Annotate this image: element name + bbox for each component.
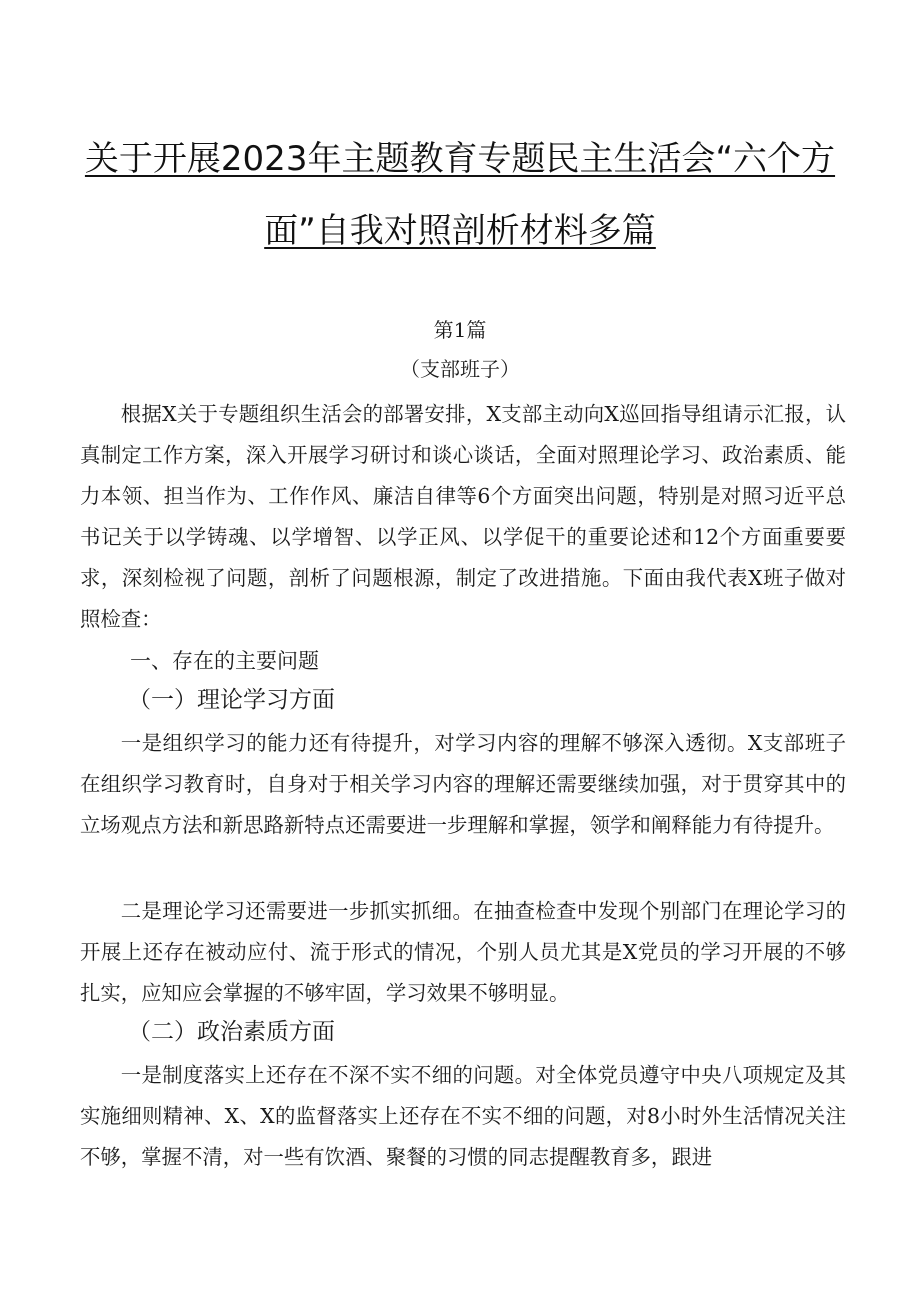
document-title-line-1 xyxy=(0,136,920,182)
title-text-1: 关于开展2023年主题教育专题民主生活会“六个方 xyxy=(84,139,836,179)
document-title-line-2 xyxy=(0,208,920,254)
heading-theory-study: （一）理论学习方面 xyxy=(128,687,335,713)
paragraph-political-1: 一是制度落实上还存在不深不实不细的问题。对全体党员遵守中央八项规定及其实施细则精神、X、X的监督落实上还存在不实不细的问题，对8小时外生活情况关注不够，掌握不清，对一些有饮酒、聚餐的习惯的同志提醒教育多，跟进 xyxy=(80,1063,846,1169)
paragraph-theory-2: 二是理论学习还需要进一步抓实抓细。在抽查检查中发现个别部门在理论学习的开展上还存在被动应付、流于形式的情况，个别人员尤其是X党员的学习开展的不够扎实，应知应会掌握的不够牢固，学习效果不够明显。 xyxy=(80,899,846,1005)
heading-main-issues: 一、存在的主要问题 xyxy=(130,649,319,673)
intro-paragraph: 根据X关于专题组织生活会的部署安排，X支部主动向X巡回指导组请示汇报，认真制定工作方案，深入开展学习研讨和谈心谈话，全面对照理论学习、政治素质、能力本领、担当作为、工作作风、廉洁自律等6个方面突出问题，特别是对照习近平总书记关于以学铸魂、以学增智、以学正风、以学促干的重要论述和12个方面重要要求，深刻检视了问题，剖析了问题根源，制定了改进措施。下面由我代表X班子做对照检查： xyxy=(80,402,846,631)
heading-political-quality: （二）政治素质方面 xyxy=(128,1019,335,1045)
section-label: 第1篇 xyxy=(433,318,487,342)
paragraph-theory-1: 一是组织学习的能力还有待提升，对学习内容的理解不够深入透彻。X支部班子在组织学习教育时，自身对于相关学习内容的理解还需要继续加强，对于贯穿其中的立场观点方法和新思路新特点还需要进一步理解和掌握，领学和阐释能力有待提升。 xyxy=(80,731,846,837)
subtitle: （支部班子） xyxy=(400,357,520,381)
title-text-2: 面”自我对照剖析材料多篇 xyxy=(264,211,656,251)
